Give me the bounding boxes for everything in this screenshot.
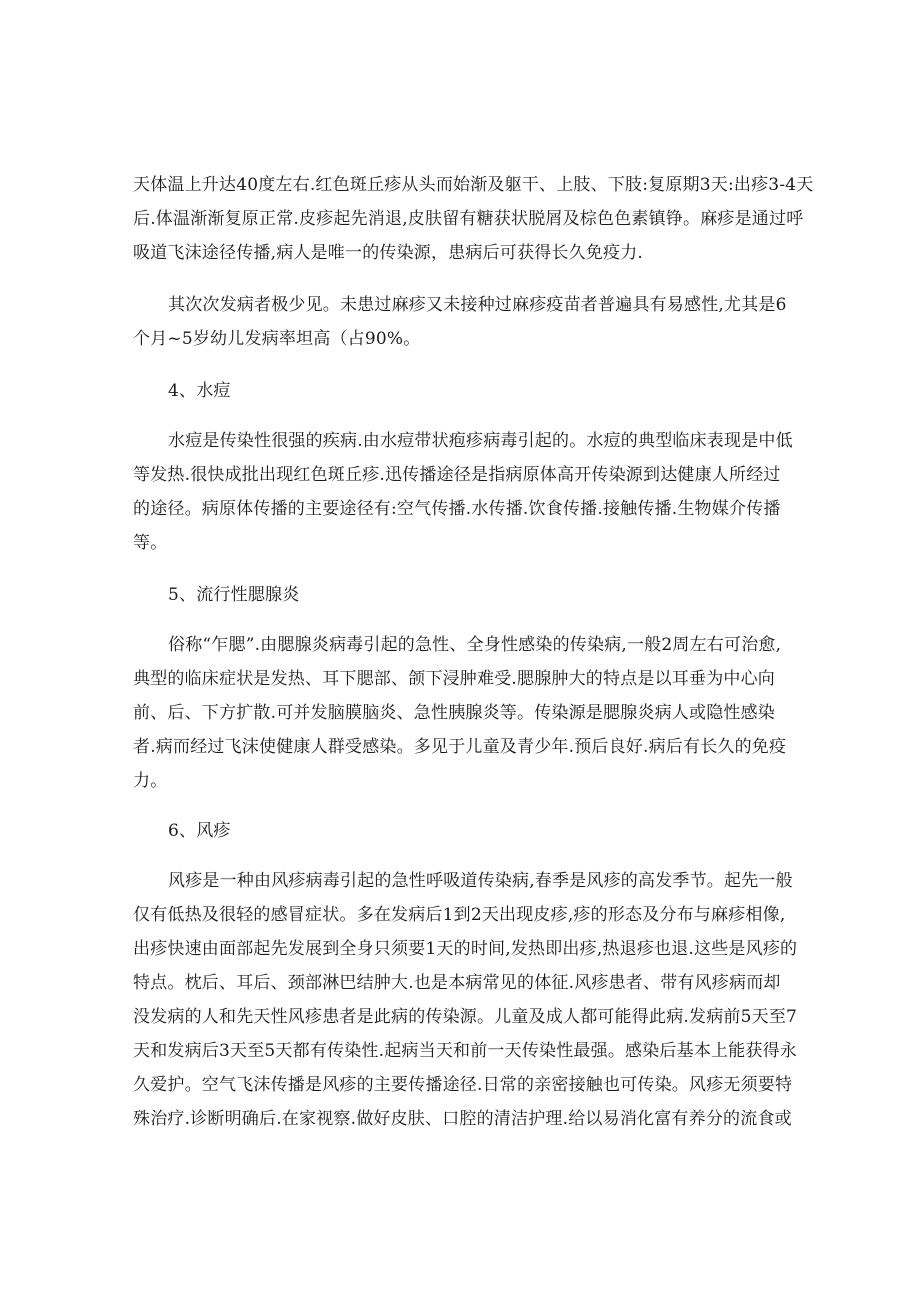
text-line: 后.体温渐渐复原正常.皮疹起先消退,皮肤留有糖获状脱屑及棕色色素镇铮。麻疹是通过呼 [133,209,804,229]
text-line: 天体温上升达40度左右.红色斑丘疹从头而始渐及躯干、上肢、下肢:复原期3天:出疹3-4天 [133,175,814,195]
text-line: 力。 [133,771,168,791]
text-line: 其次次发病者极少见。未患过麻疹又未接种过麻疹疫苗者普遍具有易感性,尤其是6 [168,295,787,315]
text-line: 久爱护。空气飞沫传播是风疹的主要传播途径.日常的亲密接触也可传染。风疹无须要特 [133,1075,793,1095]
text-line: 等。 [133,533,168,553]
text-line: 者.病而经过飞沫使健康人群受感染。多见于儿童及青少年.预后良好.病后有长久的免疫 [133,737,787,757]
text-line: 俗称“乍腮”.由腮腺炎病毒引起的急性、全身性感染的传染病,一般2周左右可治愈, [168,635,782,655]
section-heading: 5、流行性腮腺炎 [168,585,300,605]
text-line: 水痘是传染性很强的疾病.由水痘带状疱疹病毒引起的。水痘的典型临床表现是中低 [168,431,793,451]
text-line: 前、后、下方扩散.可并发脑膜脑炎、急性胰腺炎等。传染源是腮腺炎病人或隐性感染 [133,703,776,723]
section-heading: 4、水痘 [168,381,231,401]
text-line: 天和发病后3天至5天都有传染性.起病当天和前一天传染性最强。感染后基本上能获得永 [133,1041,798,1061]
text-line: 风疹是一种由风疹病毒引起的急性呼吸道传染病,春季是风疹的高发季节。起先一般 [168,871,793,891]
text-line: 典型的临床症状是发热、耳下腮部、颌下浸肿难受.腮腺肿大的特点是以耳垂为中心向 [133,669,776,689]
text-line: 出疹快速由面部起先发展到全身只须要1天的时间,发热即出疹,热退疹也退.这些是风疹的 [133,939,798,959]
text-line: 没发病的人和先天性风疹患者是此病的传染源。儿童及成人都可能得此病.发病前5天至7 [133,1007,798,1027]
section-heading: 6、风疹 [168,821,231,841]
text-line: 仅有低热及很轻的感冒症状。多在发病后1到2天出现皮疹,疹的形态及分布与麻疹相像, [133,905,786,925]
text-line: 等发热.很快成批出现红色斑丘疹.迅传播途径是指病原体高开传染源到达健康人所经过 [133,465,781,485]
text-line: 个月~5岁幼儿发病率坦高（占90%。 [133,329,421,349]
text-line: 的途径。病原体传播的主要途径有:空气传播.水传播.饮食传播.接触传播.生物媒介传播 [133,499,781,519]
text-line: 殊治疗.诊断明确后.在家视察.做好皮肤、口腔的清洁护理.给以易消化富有养分的流食或 [133,1109,792,1129]
text-line: 特点。枕后、耳后、颈部淋巴结肿大.也是本病常见的体征.风疹患者、带有风疹病而却 [133,973,781,993]
text-line: 吸道飞沫途径传播,病人是唯一的传染源，患病后可获得长久免疫力. [133,243,644,263]
